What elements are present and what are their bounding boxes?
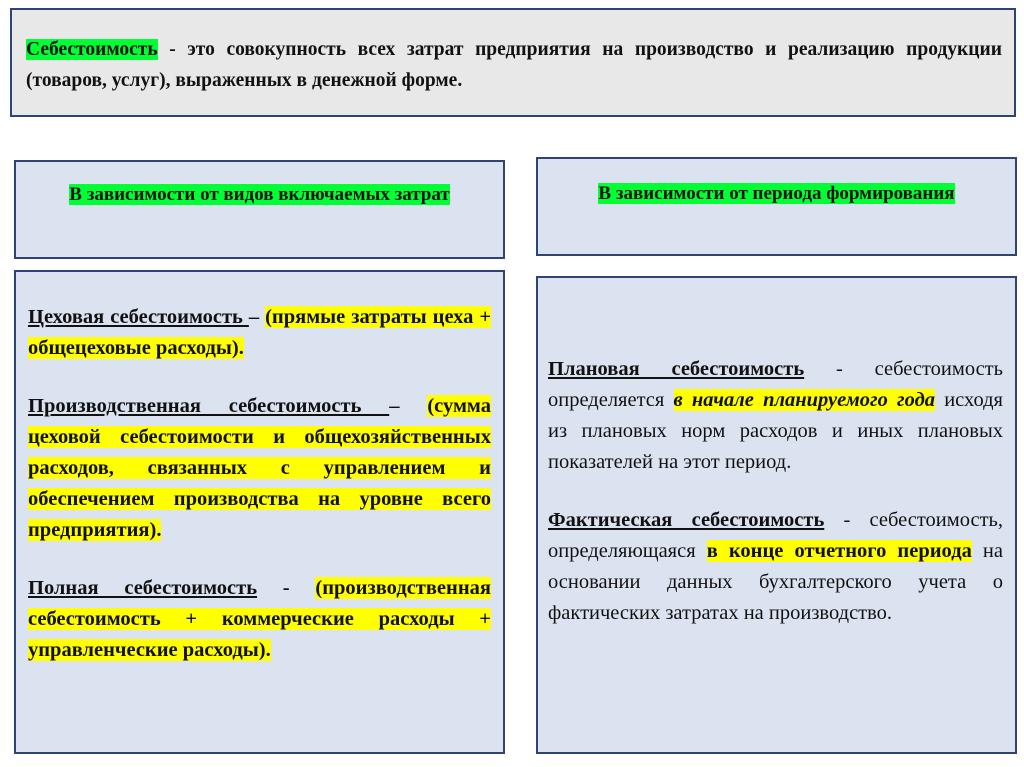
definition-term: Себестоимость: [26, 39, 158, 60]
actual-cost-term: Фактическая себестоимость: [548, 509, 825, 531]
full-cost-term: Полная себестоимость: [28, 577, 258, 599]
planned-cost-item: [548, 354, 1003, 478]
definition-text: - это совокупность всех затрат предприятия на производство и реализацию продукции (товаров, услуг), выраженных в денежной форме.: [26, 39, 1002, 91]
header-period: [536, 157, 1017, 256]
planned-cost-text-end: исходя из плановых норм расходов и иных плановых показателей на этот период.: [548, 389, 1003, 473]
header-left-label: В зависимости от видов включаемых затрат: [69, 184, 450, 205]
definition-box: [10, 8, 1016, 117]
actual-cost-highlight: в конце отчетного периода: [706, 540, 972, 562]
header-cost-types: [14, 160, 505, 259]
planned-cost-term: Плановая себестоимость: [548, 358, 805, 380]
shop-cost-term: Цеховая себестоимость: [28, 306, 249, 328]
production-cost-term: Производственная себестоимость: [28, 395, 390, 417]
production-cost-definition: (сумма цеховой себестоимости и общехозяйственных расходов, связанных с управлением и обеспечением производства на уровне всего предприятия).: [28, 395, 491, 541]
actual-cost-item: [548, 505, 1003, 629]
panel-period: [536, 276, 1017, 754]
shop-cost-dash: –: [248, 306, 266, 328]
actual-cost-text-start: себестоимость, определяющаяся: [548, 509, 1004, 562]
planned-cost-highlight: в начале планируемого года: [673, 389, 935, 411]
production-cost-item: [28, 391, 491, 546]
shop-cost-definition: (прямые затраты цеха + общецеховые расходы).: [28, 306, 491, 359]
planned-cost-text-start: себестоимость определяется: [548, 358, 1003, 411]
full-cost-dash: -: [257, 577, 316, 599]
production-cost-dash: –: [389, 395, 428, 417]
full-cost-item: [28, 573, 491, 666]
shop-cost-item: [28, 302, 491, 364]
full-cost-definition: (производственная себестоимость + коммерческие расходы + управленческие расходы).: [28, 577, 491, 661]
header-right-label: В зависимости от периода формирования: [598, 183, 955, 204]
panel-cost-types: [14, 270, 505, 754]
planned-cost-dash: -: [804, 358, 843, 380]
actual-cost-dash: -: [824, 509, 851, 531]
actual-cost-text-end: на основании данных бухгалтерского учета о фактических затратах на производство.: [548, 540, 1003, 624]
